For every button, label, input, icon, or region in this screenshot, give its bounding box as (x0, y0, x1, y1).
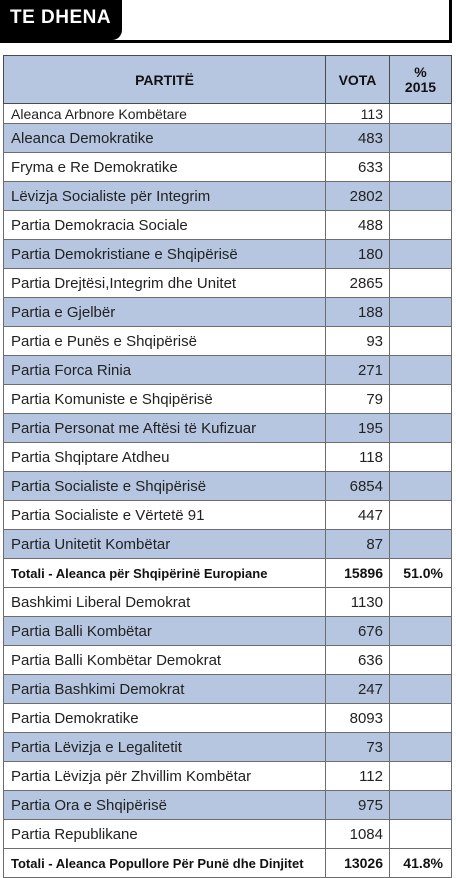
percent-cell (390, 104, 452, 124)
table-row (4, 443, 452, 472)
party-name-cell: Partia Republikane (4, 820, 326, 849)
percent-cell (390, 820, 452, 849)
votes-column-header: VOTA (326, 56, 390, 104)
party-name-cell: Partia Socialiste e Shqipërisë (4, 472, 326, 501)
party-name-cell: Partia Balli Kombëtar Demokrat (4, 646, 326, 675)
votes-cell: 247 (326, 675, 390, 704)
votes-cell: 488 (326, 211, 390, 240)
table-row (4, 269, 452, 298)
party-name-cell: Aleanca Arbnore Kombëtare (4, 104, 326, 124)
results-table (3, 55, 452, 878)
table-row (4, 104, 452, 124)
votes-cell: 13026 (326, 849, 390, 878)
table-row (4, 820, 452, 849)
party-name-cell: Partia Komuniste e Shqipërisë (4, 385, 326, 414)
table-row (4, 414, 452, 443)
votes-cell: 79 (326, 385, 390, 414)
votes-cell: 73 (326, 733, 390, 762)
table-row (4, 211, 452, 240)
table-row (4, 762, 452, 791)
percent-cell (390, 182, 452, 211)
banner-right-edge (449, 0, 452, 43)
party-name-cell: Totali - Aleanca për Shqipërinë Europiane (4, 559, 326, 588)
percent-cell (390, 356, 452, 385)
percent-cell (390, 327, 452, 356)
votes-cell: 676 (326, 617, 390, 646)
votes-cell: 180 (326, 240, 390, 269)
party-name-cell: Partia e Punës e Shqipërisë (4, 327, 326, 356)
votes-cell: 188 (326, 298, 390, 327)
votes-cell: 633 (326, 153, 390, 182)
votes-cell: 2865 (326, 269, 390, 298)
section-banner (0, 0, 452, 43)
table-row (4, 733, 452, 762)
party-name-cell: Partia Unitetit Kombëtar (4, 530, 326, 559)
percent-cell (390, 501, 452, 530)
party-name-cell: Partia Forca Rinia (4, 356, 326, 385)
percent-cell (390, 530, 452, 559)
table-row (4, 124, 452, 153)
percent-header-symbol: % (414, 63, 427, 80)
table-row (4, 182, 452, 211)
votes-cell: 975 (326, 791, 390, 820)
percent-cell (390, 646, 452, 675)
percent-cell (390, 791, 452, 820)
percent-cell (390, 617, 452, 646)
percent-cell (390, 414, 452, 443)
percent-cell (390, 762, 452, 791)
table-row (4, 356, 452, 385)
percent-cell (390, 443, 452, 472)
percent-cell (390, 704, 452, 733)
table-row (4, 327, 452, 356)
banner-tab (0, 0, 122, 40)
votes-cell: 113 (326, 104, 390, 124)
votes-cell: 15896 (326, 559, 390, 588)
table-row (4, 646, 452, 675)
percent-cell (390, 298, 452, 327)
percent-column-header (390, 56, 452, 104)
party-name-cell: Partia Personat me Aftësi të Kufizuar (4, 414, 326, 443)
banner-underline (0, 40, 452, 43)
votes-cell: 271 (326, 356, 390, 385)
table-row (4, 588, 452, 617)
party-name-cell: Bashkimi Liberal Demokrat (4, 588, 326, 617)
party-name-cell: Partia Lëvizja për Zhvillim Kombëtar (4, 762, 326, 791)
table-row (4, 675, 452, 704)
party-name-cell: Totali - Aleanca Popullore Për Punë dhe Dinjitet (4, 849, 326, 878)
table-row (4, 791, 452, 820)
votes-cell: 87 (326, 530, 390, 559)
header-row (4, 56, 452, 104)
party-name-cell: Partia e Gjelbër (4, 298, 326, 327)
percent-cell (390, 675, 452, 704)
percent-cell: 41.8% (390, 849, 452, 878)
percent-header-year: 2015 (404, 78, 437, 95)
votes-cell: 1130 (326, 588, 390, 617)
party-name-cell: Partia Lëvizja e Legalitetit (4, 733, 326, 762)
table-row (4, 617, 452, 646)
party-name-cell: Partia Drejtësi,Integrim dhe Unitet (4, 269, 326, 298)
party-name-cell: Partia Demokristiane e Shqipërisë (4, 240, 326, 269)
table-row (4, 704, 452, 733)
table-row (4, 240, 452, 269)
percent-cell (390, 588, 452, 617)
party-name-cell: Partia Socialiste e Vërtetë 91 (4, 501, 326, 530)
votes-cell: 1084 (326, 820, 390, 849)
percent-cell (390, 733, 452, 762)
table-row (4, 501, 452, 530)
party-column-header: PARTITË (4, 56, 326, 104)
total-row (4, 849, 452, 878)
table-row (4, 385, 452, 414)
votes-cell: 195 (326, 414, 390, 443)
percent-cell (390, 124, 452, 153)
votes-cell: 112 (326, 762, 390, 791)
party-name-cell: Partia Ora e Shqipërisë (4, 791, 326, 820)
party-name-cell: Lëvizja Socialiste për Integrim (4, 182, 326, 211)
party-name-cell: Partia Demokratike (4, 704, 326, 733)
table-row (4, 298, 452, 327)
table-row (4, 530, 452, 559)
percent-cell (390, 211, 452, 240)
percent-cell (390, 269, 452, 298)
party-name-cell: Fryma e Re Demokratike (4, 153, 326, 182)
votes-cell: 8093 (326, 704, 390, 733)
party-name-cell: Aleanca Demokratike (4, 124, 326, 153)
party-name-cell: Partia Demokracia Sociale (4, 211, 326, 240)
votes-cell: 2802 (326, 182, 390, 211)
votes-cell: 447 (326, 501, 390, 530)
party-name-cell: Partia Shqiptare Atdheu (4, 443, 326, 472)
votes-cell: 6854 (326, 472, 390, 501)
table-row (4, 153, 452, 182)
percent-cell: 51.0% (390, 559, 452, 588)
percent-cell (390, 472, 452, 501)
party-name-cell: Partia Bashkimi Demokrat (4, 675, 326, 704)
votes-cell: 118 (326, 443, 390, 472)
percent-cell (390, 153, 452, 182)
banner-title: TE DHENA (10, 7, 112, 28)
votes-cell: 636 (326, 646, 390, 675)
table-body (4, 104, 452, 878)
party-name-cell: Partia Balli Kombëtar (4, 617, 326, 646)
votes-cell: 93 (326, 327, 390, 356)
total-row (4, 559, 452, 588)
percent-cell (390, 385, 452, 414)
votes-cell: 483 (326, 124, 390, 153)
table-row (4, 472, 452, 501)
percent-cell (390, 240, 452, 269)
